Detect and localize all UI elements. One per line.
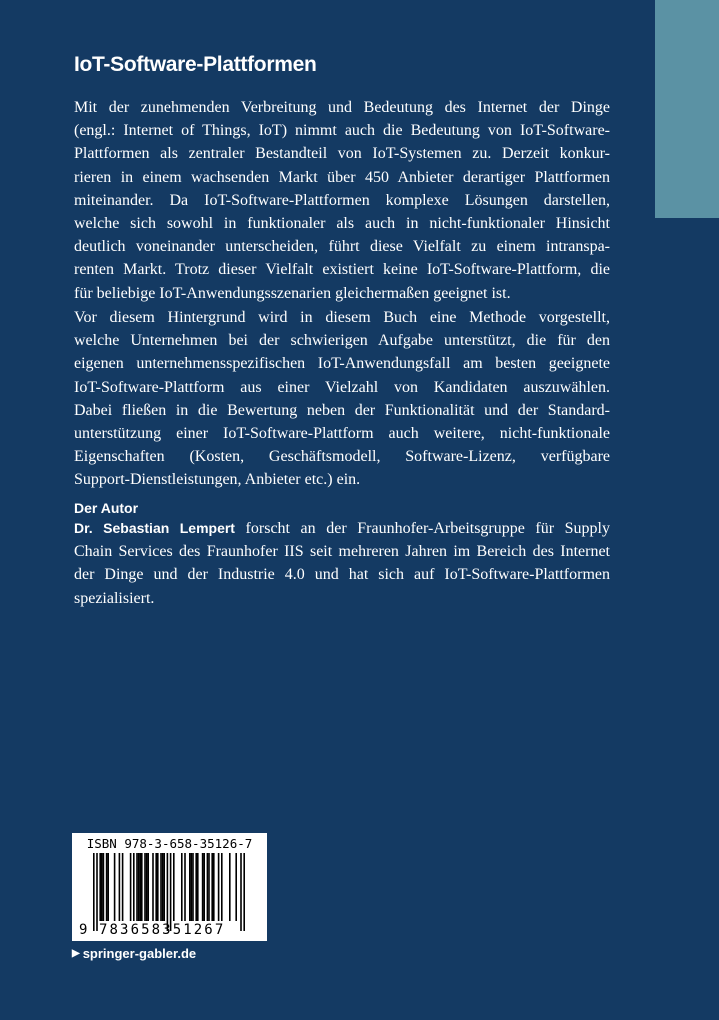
text-line: spezialisiert. (74, 589, 155, 607)
barcode-bar (119, 853, 121, 921)
text-line: (engl.: Internet of Things, IoT) nimmt auch die Bedeutung von IoT-Software- (74, 122, 610, 140)
barcode-bar (203, 853, 205, 921)
isbn-barcode (72, 833, 267, 941)
barcode-bar (107, 853, 109, 921)
text-line: Eigenschaften (Kosten, Geschäftsmodell, Software-Lizenz, verfügbare (74, 448, 610, 466)
barcode-bar (138, 853, 140, 921)
text-line: miteinander. Da IoT-Software-Plattformen komplexe Lösungen darstellen, (74, 191, 610, 209)
publisher-url: springer-gabler.de (82, 946, 197, 961)
barcode-bar (139, 853, 141, 921)
text-line: welche Unternehmen bei der schwierigen Aufgabe unterstützt, die für den (74, 332, 610, 350)
barcode-bar (229, 853, 231, 921)
text-line: für beliebige IoT-Anwendungsszenarien gleichermaßen geeignet ist. (74, 284, 511, 302)
text-line: Plattformen als zentraler Bestandteil von IoT-Systemen zu. Derzeit konkur- (74, 145, 610, 163)
text-line: welche sich sowohl in funktionaler als auch in nicht-funktionaler Hinsicht (74, 215, 610, 233)
barcode-bar (122, 853, 124, 921)
barcode-bar (155, 853, 157, 921)
description-paragraph-1 (74, 96, 610, 305)
text-line: rieren in einem wachsenden Markt über 450 Anbieter derartiger Plattformen (74, 168, 610, 186)
barcode-bar (136, 853, 138, 921)
barcode-bar (160, 853, 162, 921)
barcode-bar (147, 853, 149, 921)
barcode-bar (141, 853, 143, 921)
barcode-bar (103, 853, 105, 921)
barcode-bar (240, 853, 242, 931)
barcode-bar (152, 853, 154, 921)
barcode-bar (106, 853, 108, 921)
text-line: IoT-Software-Plattform aus einer Vielzahl von Kandidaten auszuwählen. (74, 378, 610, 396)
barcode-bar (207, 853, 209, 921)
barcode-bar (114, 853, 116, 921)
description-paragraph-2 (74, 306, 610, 492)
barcode-bar (221, 853, 223, 921)
text-line: deutlich voneinander unterscheiden, führt diese Vielfalt zu einem intranspa- (74, 238, 610, 256)
barcode-bar (195, 853, 197, 921)
barcode-bar (181, 853, 183, 921)
barcode-bar (184, 853, 186, 921)
triangle-right-icon: ▶ (72, 947, 80, 959)
text-line: Mit der zunehmenden Verbreitung und Bedeutung des Internet der Dinge (74, 99, 610, 116)
barcode-bar (163, 853, 165, 921)
barcode-bar (218, 853, 220, 921)
text-line: Vor diesem Hintergrund wird in diesem Buch eine Methode vorgestellt, (74, 309, 610, 326)
barcode-bar (197, 853, 199, 921)
barcode-bar (202, 853, 204, 921)
barcode-bar (189, 853, 191, 921)
barcode-bar (162, 853, 164, 921)
barcode-bar (173, 853, 175, 921)
barcode-bar (170, 853, 172, 931)
barcode-bar (208, 853, 210, 921)
book-title: IoT-Software-Plattformen (74, 53, 317, 76)
barcode-bar (93, 853, 95, 931)
barcode-bar (235, 853, 237, 921)
text-line: Support-Dienstleistungen, Anbieter etc.) ein. (74, 471, 361, 489)
text-line (74, 517, 610, 540)
barcode-bar (191, 853, 193, 921)
author-name: Dr. Sebastian Lempert (74, 520, 235, 536)
isbn-label: ISBN 978-3-658-35126-7 (86, 836, 253, 851)
barcode-bar (101, 853, 103, 921)
barcode-bar (157, 853, 159, 921)
publisher-link[interactable] (72, 946, 196, 961)
barcode-bar (146, 853, 148, 921)
barcode-bar (211, 853, 213, 921)
barcode-bar (133, 853, 135, 921)
text-line: der Dinge und der Industrie 4.0 und hat sich auf IoT-Software-Plattformen (74, 566, 610, 584)
barcode-bar (243, 853, 245, 931)
barcode-bar (130, 853, 132, 921)
barcode-first-digit: 9 (79, 922, 88, 938)
barcode-bar (213, 853, 215, 921)
author-heading: Der Autor (74, 500, 139, 516)
barcode-bar (192, 853, 194, 921)
accent-tab (655, 0, 719, 218)
barcode-bar (144, 853, 146, 921)
author-bio (74, 517, 610, 610)
author-bio-first-line: forscht an der Fraunhofer-Arbeitsgruppe für Supply (234, 520, 611, 537)
text-line: unterstützung einer IoT-Software-Plattform auch weitere, nicht-funktionale (74, 425, 610, 443)
barcode-bar (96, 853, 98, 931)
barcode-bar (167, 853, 169, 931)
barcode-digits: 783658351267 (99, 922, 226, 938)
text-line: renten Markt. Trotz dieser Vielfalt existiert keine IoT-Software-Plattform, die (74, 261, 610, 279)
text-line: eigenen unternehmensspezifischen IoT-Anwendungsfall am besten geeignete (74, 355, 610, 373)
text-line: Chain Services des Fraunhofer IIS seit mehreren Jahren im Bereich des Internet (74, 543, 610, 561)
text-line: Dabei fließen in die Bewertung neben der Funktionalität und der Standard- (74, 401, 610, 419)
barcode-bar (99, 853, 101, 921)
